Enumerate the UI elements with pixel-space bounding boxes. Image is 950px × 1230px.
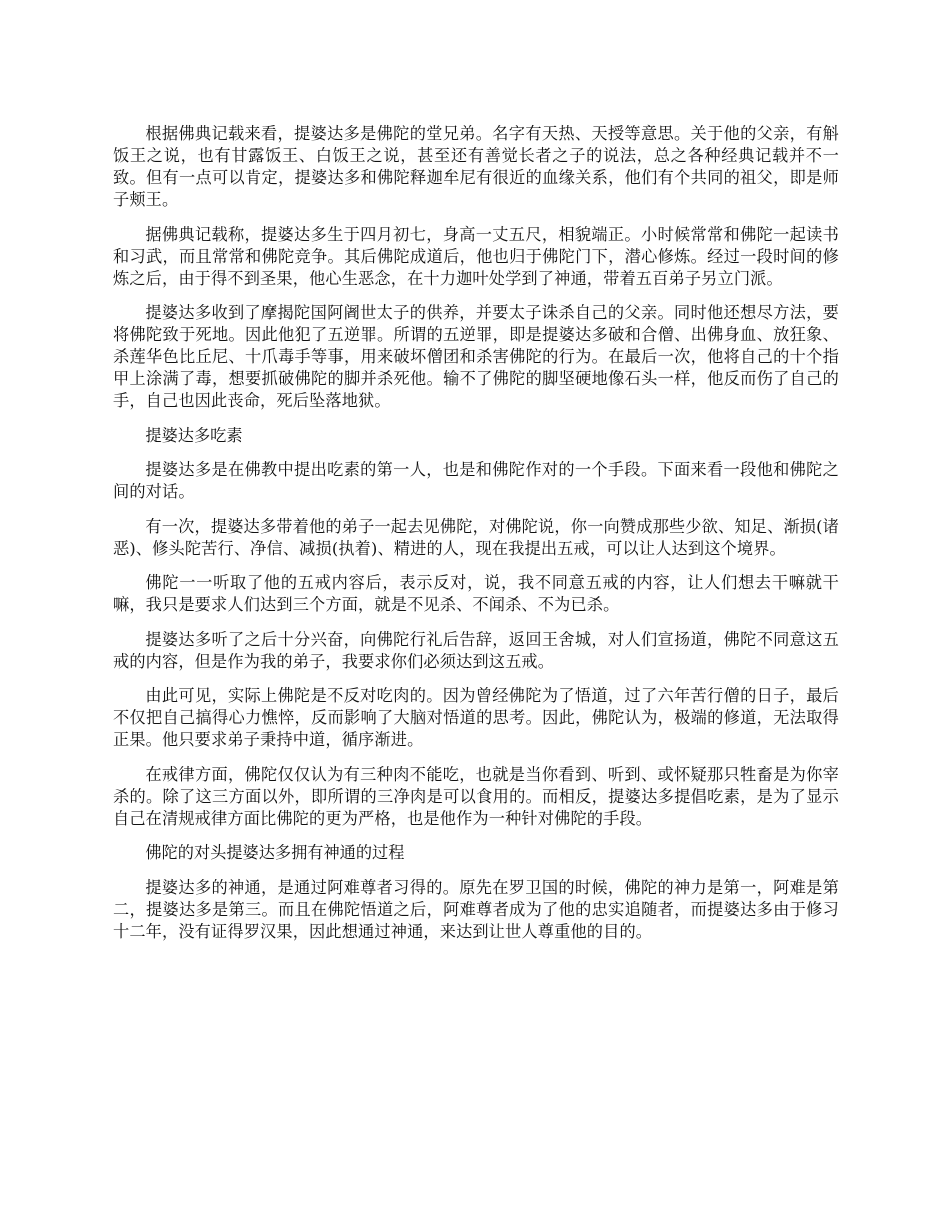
paragraph-ananda: 提婆达多的神通，是通过阿难尊者习得的。原先在罗卫国的时候，佛陀的神力是第一，阿难是第二，提婆达多是第三。而且在佛陀悟道之后，阿难尊者成为了他的忠实追随者，而提婆达多由于修习十二年，没有证得罗汉果，因此想通过神通，来达到让世人尊重他的目的。 [113,877,839,941]
document-page [113,123,839,955]
paragraph-birth: 据佛典记载称，提婆达多生于四月初七，身高一丈五尺，相貌端正。小时候常常和佛陀一起读书和习武，而且常常和佛陀竞争。其后佛陀成道后，他也归于佛陀门下，潜心修炼。经过一段时间的修炼之后，由于得不到圣果，他心生恶念，在十力迦叶处学到了神通，带着五百弟子另立门派。 [113,224,839,288]
section-heading-vegetarian: 提婆达多吃素 [145,425,243,445]
paragraph-middle-way: 由此可见，实际上佛陀是不反对吃肉的。因为曾经佛陀为了悟道，过了六年苦行僧的日子，最后不仅把自己搞得心力憔悴，反而影响了大脑对悟道的思考。因此，佛陀认为，极端的修道，无法取得正果。他只要求弟子秉持中道，循序渐进。 [113,686,839,749]
paragraph-three-pure-meats: 在戒律方面，佛陀仅仅认为有三种肉不能吃，也就是当你看到、听到、或怀疑那只牲畜是为你宰杀的。除了这三方面以外，即所谓的三净肉是可以食用的。而相反，提婆达多提倡吃素，是为了显示自己在清规戒律方面比佛陀的更为严格，也是他作为一种针对佛陀的手段。 [113,764,839,828]
paragraph-rajagriha: 提婆达多听了之后十分兴奋，向佛陀行礼后告辞，返回王舍城，对人们宣扬道，佛陀不同意这五戒的内容，但是作为我的弟子，我要求你们必须达到这五戒。 [113,629,839,671]
paragraph-five-precepts: 有一次，提婆达多带着他的弟子一起去见佛陀，对佛陀说，你一向赞成那些少欲、知足、渐损(诸恶)、修头陀苦行、净信、减损(执着)、精进的人，现在我提出五戒，可以让人达到这个境界。 [113,516,839,558]
paragraph-buddha-response: 佛陀一一听取了他的五戒内容后，表示反对，说，我不同意五戒的内容，让人们想去干嘛就干嘛，我只是要求人们达到三个方面，就是不见杀、不闻杀、不为已杀。 [113,573,839,614]
paragraph-lineage: 根据佛典记载来看，提婆达多是佛陀的堂兄弟。名字有天热、天授等意思。关于他的父亲，有斛饭王之说，也有甘露饭王、白饭王之说，甚至还有善觉长者之子的说法，总之各种经典记载并不一致。但有一点可以肯定，提婆达多和佛陀释迦牟尼有很近的血缘关系，他们有个共同的祖父，即是师子颊王。 [113,124,839,209]
section-heading-supernatural-powers: 佛陀的对头提婆达多拥有神通的过程 [145,843,405,862]
paragraph-five-sins: 提婆达多收到了摩揭陀国阿阇世太子的供养，并要太子诛杀自己的父亲。同时他还想尽方法，要将佛陀致于死地。因此他犯了五逆罪。所谓的五逆罪，即是提婆达多破和合僧、出佛身血、放狂象、杀莲华色比丘尼、十爪毒手等事，用来破坏僧团和杀害佛陀的行为。在最后一次，他将自己的十个指甲上涂满了毒，想要抓破佛陀的脚并杀死他。输不了佛陀的脚坚硬地像石头一样，他反而伤了自己的手，自己也因此丧命，死后坠落地狱。 [113,303,839,410]
paragraph-first-vegetarian: 提婆达多是在佛教中提出吃素的第一人，也是和佛陀作对的一个手段。下面来看一段他和佛陀之间的对话。 [113,460,839,501]
